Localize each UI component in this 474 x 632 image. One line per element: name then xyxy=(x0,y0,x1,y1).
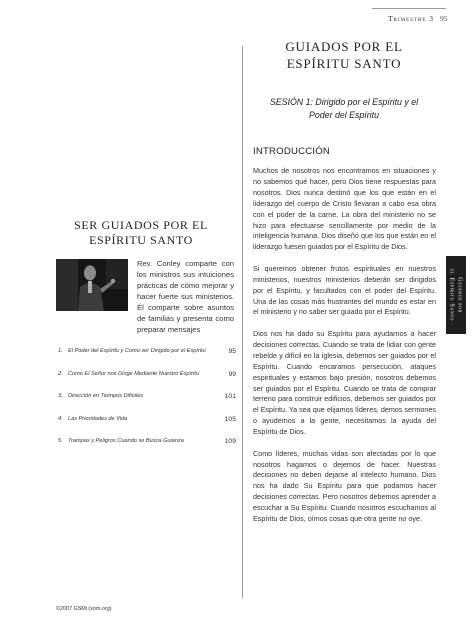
section-heading: INTRODUCCIÓN xyxy=(253,146,331,157)
session-title: Dirección en Tiempos Difíciles xyxy=(68,393,144,399)
paragraph: Dios nos ha dado su Espíritu para ayudarnos a hacer decisiones correctas. Cuando se trata de lidiar con gente rebelde y difícil en la iglesia, debemos ser guiados por el Espíritu. Cuando encaramos persecución, ataques espirituales y estamos bajo presión, nosotros debemos ser guiados por el Espíritu. Cuando se trata de comprar terreno para construir edificios, debemos ser guiados por el Espíritu. Ya sea que elijamos líderes, demos sermones o ayudemos a la gente, necesitamos la ayuda del Espíritu de Dios. xyxy=(253,328,436,437)
session-title: El Poder del Espíritu y Como ser Dirigido por el Espíritu xyxy=(68,348,206,354)
session-item xyxy=(58,348,236,371)
side-tab-line2: el Espíritu Santo xyxy=(449,269,456,321)
session-page: 105 xyxy=(224,415,236,423)
paragraph: Muchos de nosotros nos encontramos en situaciones y no sabemos qué hacer, pero Dios tiene respuestas para nosotros. Dios nunca destinó que los que están en el liderazgo del cuerpo de Cristo llevaran a cabo esa obra con el poder de la carne. La obra del ministerio no se hizo para efectuarse sencillamente por medio de la inteligencia humana. Dios diseñó que los que están en el liderazgo fuesen guiados por el Espíritu de Dios. xyxy=(253,166,436,252)
session-number: 2. xyxy=(58,370,63,377)
session-list xyxy=(58,348,236,461)
session-heading-line2: Poder del Espíritu xyxy=(309,110,379,120)
speaker-photo-image xyxy=(56,259,128,311)
course-title-line1: SER GUIADOS POR EL xyxy=(74,218,208,232)
column-divider xyxy=(242,46,243,598)
body-text xyxy=(253,166,436,536)
chapter-title-line1: GUIADOS POR EL xyxy=(285,39,403,54)
running-head: Trimestre 3 xyxy=(388,14,434,23)
session-page: 95 xyxy=(228,348,236,355)
speaker-photo xyxy=(56,259,128,311)
session-number: 1. xyxy=(58,348,63,354)
speaker-bio: Rev. Conley comparte con los ministros sus intuiciones prácticas de cómo mejorar y hacer fuerte sus ministerios. Él comparte sobre asuntos de familias y presenta como preparar mensajes xyxy=(137,259,234,334)
paragraph: Como líderes, muchas vidas son afectadas por lo que nosotros hagamos o dejemos de hacer. Nuestras decisiones no deben dejarse al intelecto humano. Dios nos ha dado Su Espíritu para que podamos hacer decisiones correctas. Pero nosotros debemos aprender a escuchar a Su Espíritu. Cuando nosotros escuchamos al Espíritu de Dios, oímos cosas que otra gente no oye. xyxy=(253,448,436,524)
session-title: Como El Señor nos Dirige Mediante Nuestro Espíritu xyxy=(68,370,199,377)
course-title-line2: ESPÍRITU SANTO xyxy=(89,233,193,247)
chapter-title-line2: ESPÍRITU SANTO xyxy=(286,56,402,71)
session-heading-line1: SESIÓN 1: Dirigido por el Espíritu y el xyxy=(269,97,419,107)
session-item xyxy=(58,371,236,394)
session-item xyxy=(58,416,236,439)
session-item xyxy=(58,438,236,461)
session-page: 101 xyxy=(224,393,236,400)
side-tab-line1: Guiados por xyxy=(456,277,464,313)
session-number: 4. xyxy=(58,415,63,422)
session-page: 99 xyxy=(228,370,236,378)
page-number: 95 xyxy=(440,14,448,23)
session-title: Las Prioridades de Vida xyxy=(68,415,128,422)
side-tab-label xyxy=(449,269,464,321)
session-title: Trampas y Peligros Cuando se Busca Guianza xyxy=(68,438,184,444)
session-item xyxy=(58,393,236,416)
chapter-side-tab xyxy=(446,256,466,334)
chapter-title xyxy=(256,38,432,72)
session-heading xyxy=(256,96,432,122)
header-rule xyxy=(372,8,446,9)
copyright-footer: ©2007 GSMi (som.org) xyxy=(56,606,112,612)
session-number: 3. xyxy=(58,393,63,399)
paragraph: Si queremos obtener frutos espirituales en nuestros ministerios, nuestros ministerios deberán ser dirigidos por el Espíritu, y facultados con el poder del Espíritu. Una de las cosas más frustrantes del mundo es estar en el ministerio y no saber ser guiado por el Espíritu. xyxy=(253,263,436,317)
course-title xyxy=(56,218,226,248)
session-page: 109 xyxy=(224,438,236,445)
session-number: 5. xyxy=(58,438,63,444)
